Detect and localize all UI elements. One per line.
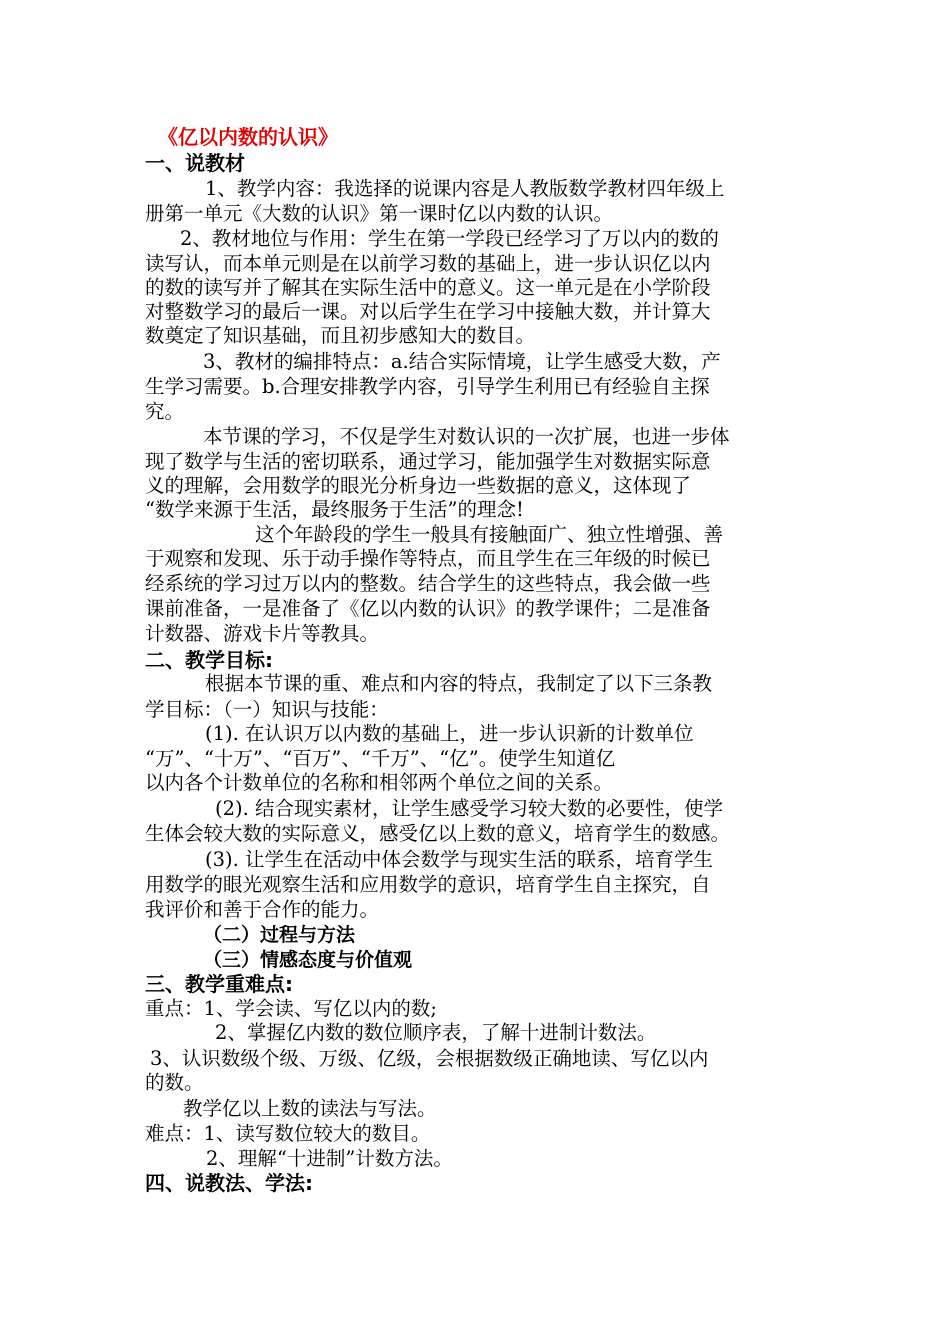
paragraph-line: “数学来源于生活，最终服务于生活”的理念! xyxy=(145,498,524,521)
paragraph-line: 读写认，而本单元则是在以前学习数的基础上，进一步认识亿以内 xyxy=(145,252,711,275)
subheading: （二）过程与方法 xyxy=(203,924,356,946)
paragraph-line: 3、认识数级个级、万级、亿级，会根据数级正确地读、写亿以内 xyxy=(150,1047,709,1070)
section-heading-3: 三、教学重难点: xyxy=(145,972,293,996)
paragraph-line: (2). 结合现实素材，让学生感受学习较大数的必要性，使学 xyxy=(215,797,724,820)
paragraph-line: 现了数学与生活的密切联系，通过学习，能加强学生对数据实际意 xyxy=(145,450,711,473)
paragraph-line: 的数。 xyxy=(145,1071,204,1094)
paragraph-line: 数奠定了知识基础，而且初步感知大的数目。 xyxy=(145,324,536,347)
paragraph-line: 难点：1、读写数位较大的数目。 xyxy=(145,1122,431,1145)
paragraph-line: 根据本节课的重、难点和内容的特点，我制定了以下三条教 xyxy=(205,672,713,695)
paragraph-line: 2、掌握亿内数的数位顺序表，了解十进制计数法。 xyxy=(215,1021,657,1044)
paragraph-line: 2、教材地位与作用：学生在第一学段已经学习了万以内的数的 xyxy=(180,227,719,250)
paragraph-line: 学目标：（一）知识与技能： xyxy=(145,698,389,721)
paragraph-line: 3、教材的编排特点：a.结合实际情境，让学生感受大数，产 xyxy=(203,350,721,373)
paragraph-line: 于观察和发现、乐于动手操作等特点，而且学生在三年级的时候已 xyxy=(145,547,711,570)
paragraph-line: 义的理解，会用数学的眼光分析身边一些数据的意义，这体现了 xyxy=(145,474,692,497)
subheading: （三）情感态度与价值观 xyxy=(203,949,413,971)
section-heading-2: 二、教学目标: xyxy=(145,648,273,672)
paragraph-line: 教学亿以上数的读法与写法。 xyxy=(183,1097,437,1120)
section-heading-4: 四、说教法、学法: xyxy=(145,1171,313,1195)
section-heading-1: 一、说教材 xyxy=(145,151,245,175)
paragraph-line: 的数的读写并了解其在实际生活中的意义。这一单元是在小学阶段 xyxy=(145,276,711,299)
paragraph-line: (3). 让学生在活动中体会数学与现实生活的联系，培育学生 xyxy=(205,848,714,871)
paragraph-line: 2、理解“十进制”计数方法。 xyxy=(206,1147,453,1170)
paragraph-line: 册第一单元《大数的认识》第一课时亿以内数的认识。 xyxy=(145,202,614,225)
paragraph-line: 课前准备，一是准备了《亿以内数的认识》的教学课件；二是准备 xyxy=(145,597,711,620)
paragraph-line: 生学习需要。b.合理安排教学内容，引导学生利用已有经验自主探 xyxy=(145,375,710,398)
paragraph-line: “万”、“十万”、“百万”、“千万”、“亿”。使学生知道亿 xyxy=(145,747,616,770)
paragraph-line: 究。 xyxy=(145,400,185,423)
paragraph-line: 生体会较大数的实际意义，感受亿以上数的意义，培育学生的数感。 xyxy=(145,822,731,845)
paragraph-line: 这个年龄段的学生一般具有接触面广、独立性增强、善 xyxy=(255,523,724,546)
paragraph-line: 计数器、游戏卡片等教具。 xyxy=(145,622,380,645)
document-title: 《亿以内数的认识》 xyxy=(158,125,338,149)
paragraph-line: (1). 在认识万以内数的基础上，进一步认识新的计数单位 xyxy=(205,722,694,745)
paragraph-line: 对整数学习的最后一课。对以后学生在学习中接触大数，并计算大 xyxy=(145,300,711,323)
paragraph-line: 本节课的学习，不仅是学生对数认识的一次扩展，也进一步体 xyxy=(203,425,730,448)
paragraph-line: 我评价和善于合作的能力。 xyxy=(145,898,380,921)
paragraph-line: 1、教学内容：我选择的说课内容是人教版数学教材四年级上 xyxy=(205,177,725,200)
paragraph-line: 经系统的学习过万以内的整数。结合学生的这些特点，我会做一些 xyxy=(145,572,711,595)
paragraph-line: 重点：1、学会读、写亿以内的数; xyxy=(145,997,437,1020)
paragraph-line: 用数学的眼光观察生活和应用数学的意识，培育学生自主探究，自 xyxy=(145,873,711,896)
paragraph-line: 以内各个计数单位的名称和相邻两个单位之间的关系。 xyxy=(145,771,614,794)
